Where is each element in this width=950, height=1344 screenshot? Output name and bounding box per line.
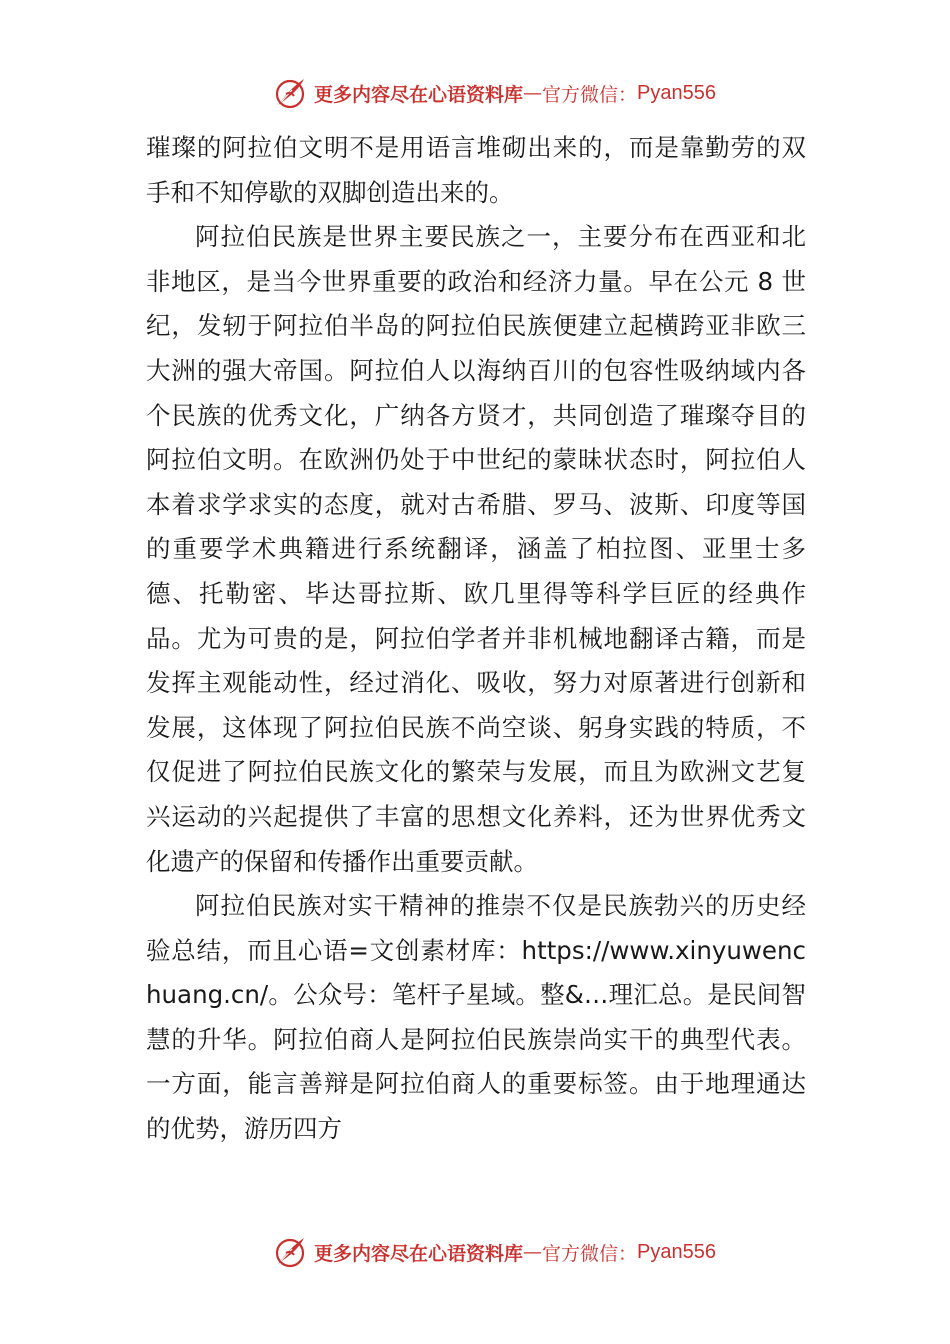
header-banner-inner xyxy=(272,75,716,111)
footer-wechat-id: Pyan556 xyxy=(637,1240,716,1263)
footer-separator: — xyxy=(523,1241,543,1263)
paragraph-3: 阿拉伯民族对实干精神的推崇不仅是民族勃兴的历史经验总结，而且心语=文创素材库：https://www.xinyuwenchuang.cn/。公众号：笔杆子星域。整&…理汇总。是民间智慧的升华。阿拉伯商人是阿拉伯民族崇尚实干的典型代表。一方面，能言善辩是阿拉伯商人的重要标签。由于地理通达的优势，游历四方 xyxy=(146,891,806,1144)
header-brand-text: 更多内容尽在心语资料库 xyxy=(314,83,524,106)
footer-banner xyxy=(0,1232,950,1272)
footer-banner-inner xyxy=(272,1234,716,1270)
header-separator: — xyxy=(523,82,543,104)
paragraph-2: 阿拉伯民族是世界主要民族之一，主要分布在西亚和北非地区，是当今世界重要的政治和经济力量。早在公元 8 世纪，发轫于阿拉伯半岛的阿拉伯民族便建立起横跨亚非欧三大洲的强大帝国。阿拉伯人以海纳百川的包容性吸纳域内各个民族的优秀文化，广纳各方贤才，共同创造了璀璨夺目的阿拉伯文明。在欧洲仍处于中世纪的蒙昧状态时，阿拉伯人本着求学求实的态度，就对古希腊、罗马、波斯、印度等国的重要学术典籍进行系统翻译，涵盖了柏拉图、亚里士多德、托勒密、毕达哥拉斯、欧几里得等科学巨匠的经典作品。尤为可贵的是，阿拉伯学者并非机械地翻译古籍，而是发挥主观能动性，经过消化、吸收，努力对原著进行创新和发展，这体现了阿拉伯民族不尚空谈、躬身实践的特质，不仅促进了阿拉伯民族文化的繁荣与发展，而且为欧洲文艺复兴运动的兴起提供了丰富的思想文化养料，还为世界优秀文化遗产的保留和传播作出重要贡献。 xyxy=(146,222,806,876)
paragraph-1: 璀璨的阿拉伯文明不是用语言堆砌出来的，而是靠勤劳的双手和不知停歇的双脚创造出来的。 xyxy=(146,133,806,207)
header-wechat-id: Pyan556 xyxy=(637,81,716,104)
footer-brand-text: 更多内容尽在心语资料库 xyxy=(314,1242,524,1265)
header-banner xyxy=(0,73,950,113)
header-wechat-label: 官方微信： xyxy=(542,83,638,106)
footer-wechat-label: 官方微信： xyxy=(542,1242,638,1265)
feather-quill-logo-icon xyxy=(272,1234,308,1270)
feather-quill-logo-icon xyxy=(272,75,308,111)
document-body xyxy=(146,126,806,1152)
